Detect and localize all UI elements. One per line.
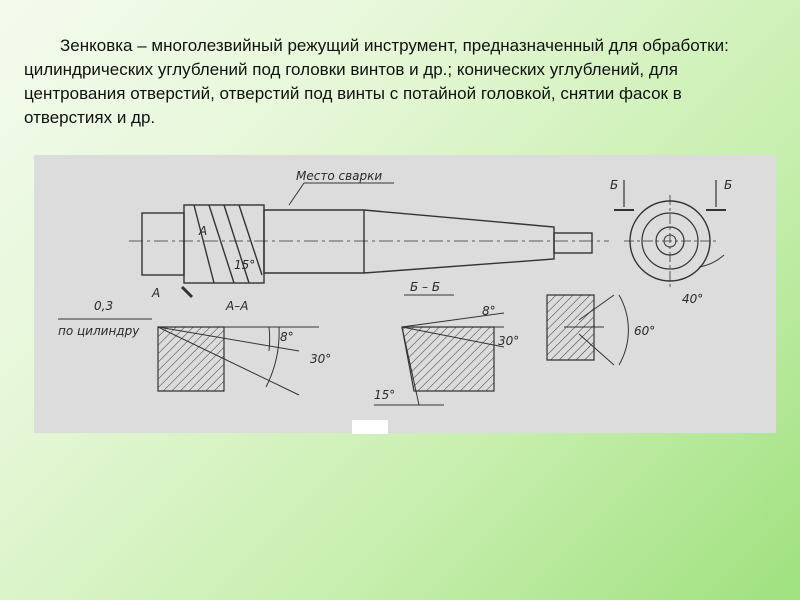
po-cilindru-label: по цилиндру: [58, 324, 140, 338]
angle-8-mid-label: 8°: [482, 304, 496, 318]
angle-40-label: 40°: [682, 292, 704, 306]
angle-15-main-label: 15°: [234, 258, 256, 272]
section-aa-label: А–А: [226, 299, 249, 313]
weld-leader: [289, 169, 394, 205]
slide-paragraph: Зенковка – многолезвийный режущий инструмент, предназначенный для обработки: цилиндрических углублений под головки винтов и др.; конических углублений, для центрования отверстий, отверстий под винты с потайной головкой, снятии фасок в отверстиях и др.: [24, 36, 729, 127]
countersink-drawing-svg: [34, 155, 776, 433]
section-a-top-label: А: [199, 224, 208, 238]
tang: [554, 233, 592, 253]
angle-30-left-label: 30°: [310, 352, 332, 366]
blank-patch: [352, 420, 388, 434]
angle-30-mid-label: 30°: [498, 334, 520, 348]
angle-8-left-label: 8°: [280, 330, 294, 344]
section-bb-view: [374, 280, 519, 405]
tool-side-view: [129, 205, 609, 283]
weld-label: Место сварки: [296, 169, 383, 183]
section-b-right-label: Б: [724, 178, 733, 192]
section-a-bottom-label: А: [152, 286, 161, 300]
taper-body: [264, 210, 554, 273]
section-bb-label: Б – Б: [410, 280, 441, 294]
technical-drawing: [34, 155, 776, 433]
tool-shank-start: [142, 213, 184, 275]
section-aa-view: [58, 299, 331, 395]
section-b-left-label: Б: [610, 178, 619, 192]
angle-60-label: 60°: [634, 324, 656, 338]
angle-15-mid-label: 15°: [374, 388, 396, 402]
dim-03-label: 0,3: [94, 299, 114, 313]
end-view: [610, 178, 732, 306]
section-60-view: [547, 295, 655, 365]
